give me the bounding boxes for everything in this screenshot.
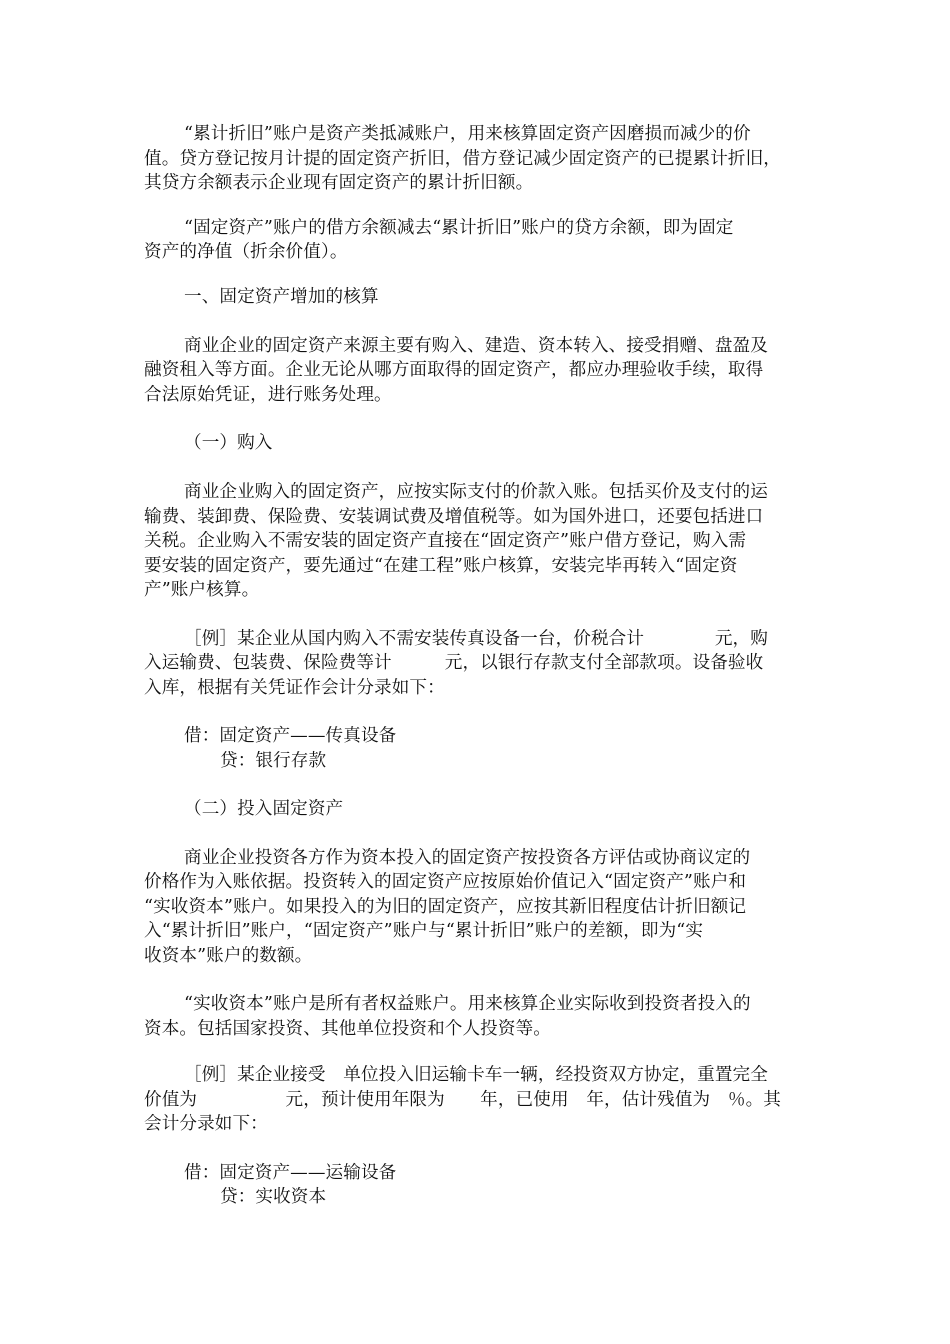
text-line: “固定资产”账户的借方余额减去“累计折旧”账户的贷方余额，即为固定 xyxy=(184,218,734,238)
subsection-heading: （二）投入固定资产 xyxy=(184,799,344,819)
journal-credit: 贷：银行存款 xyxy=(220,751,327,771)
text-line: 其贷方余额表示企业现有固定资产的累计折旧额。 xyxy=(144,173,534,193)
example-line: 入库，根据有关凭证作会计分录如下： xyxy=(144,678,445,698)
section-heading: 一、固定资产增加的核算 xyxy=(184,287,379,307)
text-line: 收资本”账户的数额。 xyxy=(144,946,313,966)
subsection-heading: （一）购入 xyxy=(184,433,273,453)
text-line: 产”账户核算。 xyxy=(144,580,260,600)
text-line: 合法原始凭证，进行账务处理。 xyxy=(144,385,392,405)
text-line: 商业企业购入的固定资产，应按实际支付的价款入账。包括买价及支付的运 xyxy=(184,482,768,502)
text-line: 值。贷方登记按月计提的固定资产折旧，借方登记减少固定资产的已提累计折旧， xyxy=(144,149,781,169)
text-line: 要安装的固定资产，要先通过“在建工程”账户核算，安装完毕再转入“固定资 xyxy=(144,556,738,576)
journal-debit: 借：固定资产——运输设备 xyxy=(184,1163,397,1183)
text-line: 资产的净值（折余价值）。 xyxy=(144,242,348,262)
example-line: 入运输费、包装费、保险费等计 元，以银行存款支付全部款项。设备验收 xyxy=(144,653,764,673)
text-line: 价格作为入账依据。投资转入的固定资产应按原始价值记入“固定资产”账户和 xyxy=(144,872,747,892)
text-line: “累计折旧”账户是资产类抵减账户，用来核算固定资产因磨损而减少的价 xyxy=(184,124,751,144)
text-line: 商业企业的固定资产来源主要有购入、建造、资本转入、接受捐赠、盘盈及 xyxy=(184,336,768,356)
text-line: 融资租入等方面。企业无论从哪方面取得的固定资产，都应办理验收手续，取得 xyxy=(144,360,764,380)
text-line: “实收资本”账户。如果投入的为旧的固定资产，应按其新旧程度估计折旧额记 xyxy=(144,897,747,917)
text-line: 商业企业投资各方作为资本投入的固定资产按投资各方评估或协商议定的 xyxy=(184,848,751,868)
example-line: ［例］某企业从国内购入不需安装传真设备一台，价税合计 元，购 xyxy=(184,629,768,649)
text-line: 关税。企业购入不需安装的固定资产直接在“固定资产”账户借方登记，购入需 xyxy=(144,531,747,551)
journal-credit: 贷：实收资本 xyxy=(220,1187,327,1207)
text-line: 资本。包括国家投资、其他单位投资和个人投资等。 xyxy=(144,1019,551,1039)
example-line: 会计分录如下： xyxy=(144,1114,268,1134)
text-line: 入“累计折旧”账户，“固定资产”账户与“累计折旧”账户的差额，即为“实 xyxy=(144,921,704,941)
example-line: 价值为 元，预计使用年限为 年，已使用 年，估计残值为 ％。其 xyxy=(144,1090,781,1110)
example-line: ［例］某企业接受 单位投入旧运输卡车一辆，经投资双方协定，重置完全 xyxy=(184,1065,768,1085)
text-line: “实收资本”账户是所有者权益账户。用来核算企业实际收到投资者投入的 xyxy=(184,994,751,1014)
journal-debit: 借：固定资产——传真设备 xyxy=(184,726,397,746)
text-line: 输费、装卸费、保险费、安装调试费及增值税等。如为国外进口，还要包括进口 xyxy=(144,507,764,527)
